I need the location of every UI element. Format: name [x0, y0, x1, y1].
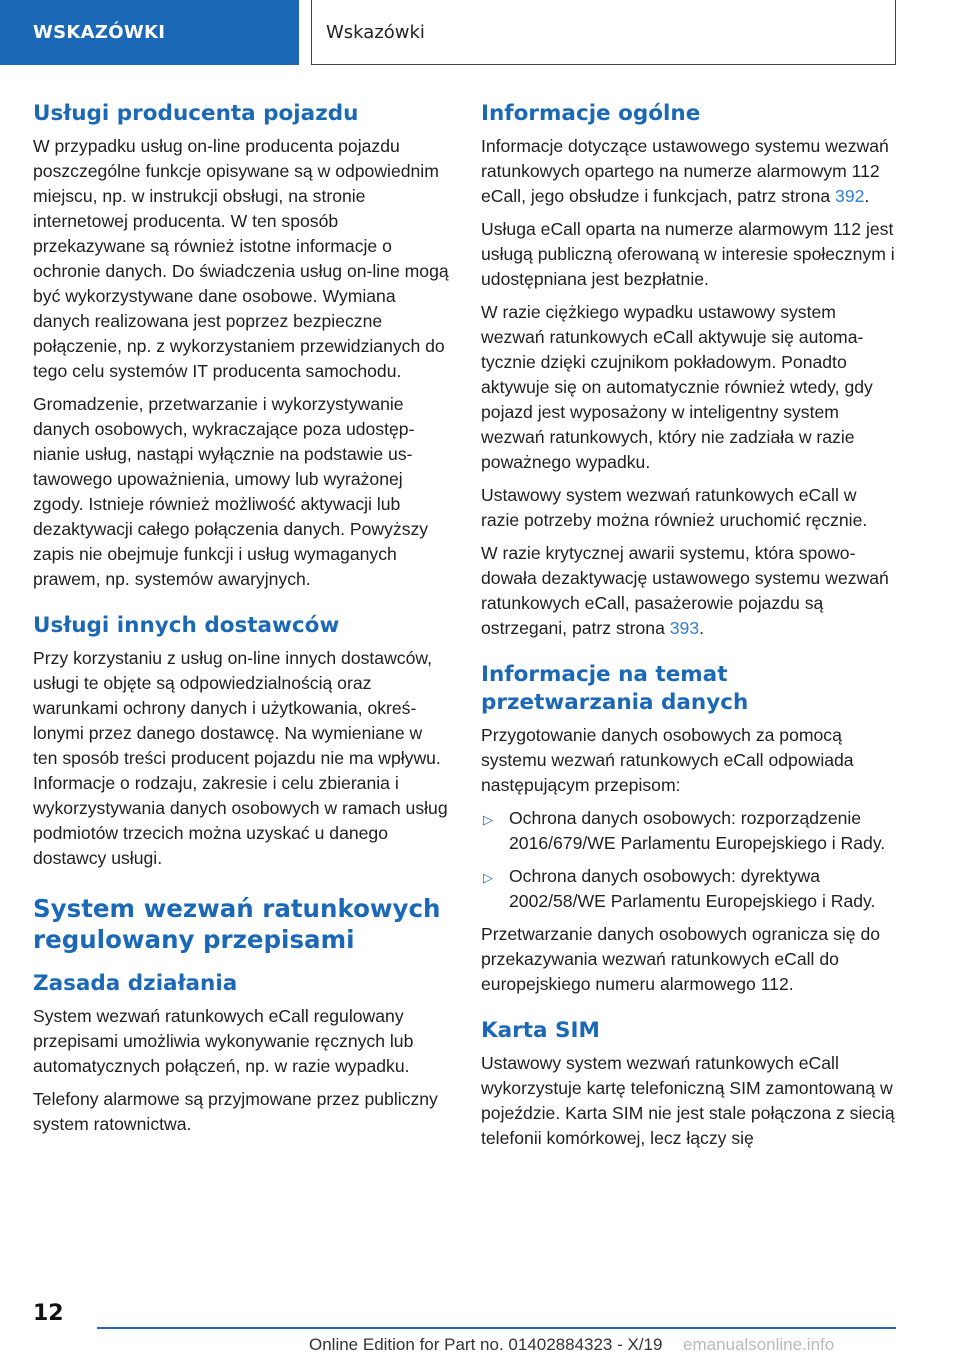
list-item-text: Ochrona danych osobowych: dyrektywa 2002/58/WE Parlamentu Europejskiego i Rady.	[509, 866, 876, 911]
paragraph: W przypadku usług on-line producenta pojazdu poszczególne funkcje opisywane są w odpowiednim miejscu, np. w instrukcji obsługi, na stronie internetowej producenta. W ten sposób przekazywane są również istotne informacje o ochronie danych. Do świadczenia usług on-line mogą być wykorzystywane dane osobowe. Wymiana danych realizowana jest poprzez bezpieczne połączenie, np. z wykorzystaniem przewidzianych do tego celu systemów IT producenta samochodu.	[33, 136, 449, 381]
heading-sim-card: Karta SIM	[481, 1018, 600, 1043]
section-tab[interactable]: WSKAZÓWKI	[0, 0, 299, 65]
paragraph: Przetwarzanie danych osobowych ogranicza się do przekazywania wezwań ratunkowych eCall do europejskiego numeru alarmowego 112.	[481, 924, 881, 994]
list-item	[481, 864, 899, 914]
paragraph: System wezwań ratunkowych eCall regulowany przepisami umożliwia wykonywanie ręcznych lub automatycznych połączeń, np. w razie wypadku.	[33, 1006, 414, 1076]
page-number: 12	[33, 1301, 64, 1326]
paragraph: Przygotowanie danych osobowych za pomocą systemu wezwań ratunkowych eCall odpowiada następującym przepisom:	[481, 725, 854, 795]
heading-general-info: Informacje ogólne	[481, 101, 701, 126]
bullet-list	[481, 806, 899, 914]
page-link-392[interactable]: 392	[835, 186, 865, 206]
paragraph: W razie krytycznej awarii systemu, która spowodowała dezaktywację ustawowego systemu wezwań ratunkowych eCall, pasażerowie pojazdu są ostrzegani, patrz strona 393.	[481, 543, 889, 638]
triangle-bullet-icon: ▷	[483, 870, 493, 885]
heading-principle: Zasada działania	[33, 971, 238, 996]
heading-other-providers: Usługi innych dostawców	[33, 613, 340, 638]
paragraph: Przy korzystaniu z usług on-line innych dostawców, usługi te objęte są odpowiedzialnością oraz warunkami ochrony danych i użytkowania, określonymi przez danego dostawcę. Na wymieniane w ten sposób treści producent pojazdu nie ma wpływu. Informacje o rodzaju, zakresie i celu zbierania i wykorzystywania danych osobowych w ramach usług podmiotów trzecich można uzyskać u danego dostawcy usługi.	[33, 648, 448, 868]
paragraph: Gromadzenie, przetwarzanie i wykorzystywanie danych osobowych, wykraczające poza udostępnianie usług, nastąpi wyłącznie na podstawie ustawowego upoważnienia, umowy lub wyrażonej zgody. Istnieje również możliwość aktywacji lub dezaktywacji całego połączenia danych. Powyższy zapis nie obejmuje funkcji i usług wymaganych prawem, np. systemów awaryjnych.	[33, 394, 429, 589]
left-column	[33, 100, 451, 1145]
list-item	[481, 806, 899, 856]
paragraph: Ustawowy system wezwań ratunkowych eCall wykorzystuje kartę telefoniczną SIM zamontowaną w pojeździe. Karta SIM nie jest stale połączona z siecią telefonii komórkowej, lecz łączy się	[481, 1053, 895, 1148]
heading-vehicle-services: Usługi producenta pojazdu	[33, 101, 359, 126]
watermark: emanualsonline.info	[683, 1335, 835, 1354]
footer-divider	[97, 1327, 896, 1329]
page-header-title: Wskazówki	[311, 0, 896, 65]
paragraph: W razie ciężkiego wypadku ustawowy system wezwań ratunkowych eCall aktywuje się automatycznie dzięki czujnikom pokładowym. Ponadto aktywuje się on automatycznie również wtedy, gdy pojazd jest wyposażony w inteligentny system wezwań ratunkowych, który nie zadziała w razie poważnego wypadku.	[481, 302, 873, 472]
footer-edition: Online Edition for Part no. 01402884323 - X/19	[309, 1335, 663, 1354]
heading-data-processing: Informacje na temat przetwarzania danych	[481, 662, 749, 715]
paragraph: Telefony alarmowe są przyjmowane przez publiczny system ratownictwa.	[33, 1089, 438, 1134]
heading-emergency-system: System wezwań ratunkowych regulowany przepisami	[33, 894, 441, 954]
page-link-393[interactable]: 393	[669, 618, 700, 638]
paragraph: Ustawowy system wezwań ratunkowych eCall w razie potrzeby można również uruchomić ręcznie.	[481, 485, 868, 530]
right-column	[481, 100, 899, 1159]
list-item-text: Ochrona danych osobowych: rozporządzenie 2016/679/WE Parlamentu Europejskiego i Rady.	[509, 808, 886, 853]
paragraph: Informacje dotyczące ustawowego systemu wezwań ratunkowych opartego na numerze alarmowym 112 eCall, jego obsłudze i funkcjach, patrz strona 392.	[481, 136, 889, 206]
paragraph-text: W razie krytycznej awarii systemu, która spowodowała dezaktywację ustawowego systemu wezwań ratunkowych eCall, pasażerowie pojazdu są ostrzegani, patrz strona	[481, 543, 889, 638]
triangle-bullet-icon: ▷	[483, 812, 493, 827]
paragraph: Usługa eCall oparta na numerze alarmowym 112 jest usługą publiczną oferowaną w interesie społecznym i udostępniana jest bezpłatnie.	[481, 219, 895, 289]
paragraph-text: Informacje dotyczące ustawowego systemu wezwań ratunkowych opartego na numerze alarmowym 112 eCall, jego obsłudze i funkcjach, patrz strona	[481, 136, 889, 206]
